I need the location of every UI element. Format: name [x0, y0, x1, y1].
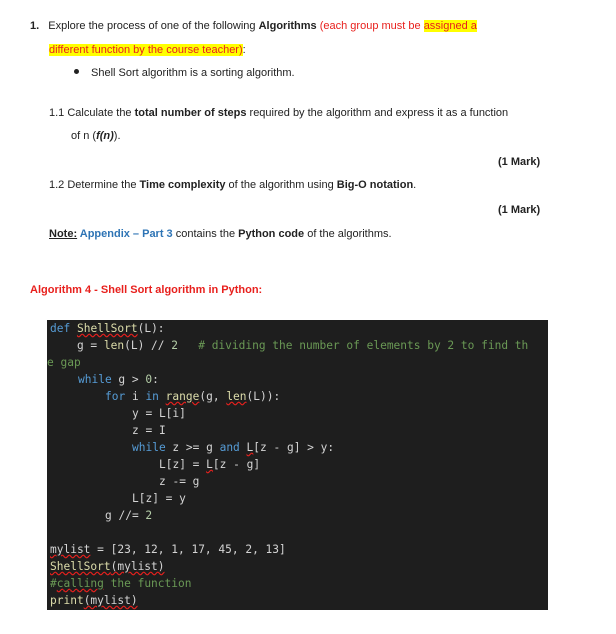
code-line-6: y = L[i]: [132, 407, 186, 420]
comment: #: [50, 577, 57, 590]
fn-len: len: [226, 390, 247, 403]
code-text: i: [125, 390, 146, 403]
question-line-1: [30, 20, 477, 32]
q12-c: of the algorithm using: [225, 179, 337, 191]
intro-red-text: (each group must be: [316, 20, 424, 32]
fn-len: len: [103, 339, 125, 352]
q11-d: of n (: [71, 130, 97, 142]
intro-text: Explore the process of one of the following: [48, 20, 259, 32]
bullet-icon: [74, 69, 79, 74]
intro-algorithms: Algorithms: [258, 20, 317, 32]
note-part: – Part 3: [129, 228, 173, 240]
note-python-code: Python code: [238, 228, 305, 240]
code-block: [47, 320, 548, 610]
q12-e: .: [413, 179, 417, 191]
code-text: (L):: [137, 322, 165, 335]
code-text: g =: [50, 339, 104, 352]
code-line-9: [159, 456, 260, 473]
algorithm-title: Algorithm 4 - Shell Sort algorithm in Python:: [30, 284, 263, 296]
code-text: z >= g: [165, 441, 220, 454]
code-line-1: [50, 320, 165, 337]
code-line-2: [50, 337, 528, 354]
fn-range: range: [165, 390, 200, 403]
code-text: (g,: [199, 390, 227, 403]
code-line-7: z = I: [132, 424, 166, 437]
code-line-4: [78, 371, 159, 388]
q11-f: ).: [113, 130, 121, 142]
q11-c: required by the algorithm and express it as a function: [246, 107, 509, 119]
comment: calling: [56, 577, 104, 590]
note-d: contains the: [172, 228, 239, 240]
fn-print: print: [50, 594, 84, 607]
code-text: L[z] =: [159, 458, 207, 471]
code-text: (mylist): [110, 560, 165, 573]
var-mylist: mylist: [50, 543, 91, 556]
code-text: (L) //: [124, 339, 172, 352]
kw-in: in: [145, 390, 159, 403]
q12-big-o: Big-O notation: [336, 179, 414, 191]
number: 0: [145, 373, 153, 386]
code-text: g //=: [105, 509, 146, 522]
code-text: L: [246, 441, 254, 454]
code-line-16: [50, 592, 138, 609]
intro-highlight: assigned a: [423, 20, 477, 32]
q12-time-complexity: Time complexity: [139, 179, 226, 191]
code-line-11: L[z] = y: [132, 492, 186, 505]
note-label: Note:: [49, 228, 78, 240]
question-line-2: [49, 44, 246, 56]
code-text: [z - g]: [212, 458, 261, 471]
code-text: [z - g] > y:: [253, 441, 335, 454]
teacher-text: different function by the course teacher): [49, 44, 243, 56]
note-line: [49, 228, 392, 240]
question-number: 1.: [30, 20, 40, 32]
note-appendix: Appendix: [77, 228, 130, 240]
q12-line: [49, 179, 416, 191]
code-text: = [23, 12, 1, 17, 45, 2, 13]: [90, 543, 286, 556]
bullet-text: Shell Sort algorithm is a sorting algorithm.: [91, 67, 295, 79]
code-line-5: [105, 388, 280, 405]
comment: # dividing the number of elements by 2 to find th: [178, 339, 529, 352]
kw-while: while: [78, 373, 112, 386]
code-line-10: z -= g: [159, 475, 200, 488]
code-text: (mylist): [83, 594, 138, 607]
code-line-13: [50, 541, 286, 558]
q11-a: 1.1 Calculate the: [49, 107, 135, 119]
q12-mark: (1 Mark): [498, 204, 541, 216]
note-f: of the algorithms.: [304, 228, 392, 240]
kw-while: while: [132, 441, 166, 454]
code-line-3: e gap: [47, 356, 81, 369]
q11-mark: (1 Mark): [498, 156, 541, 168]
code-line-15: [50, 575, 191, 592]
code-line-12: [105, 507, 152, 524]
code-text: g >: [111, 373, 146, 386]
kw-def: def: [50, 322, 71, 335]
code-line-14: [50, 558, 165, 575]
q12-a: 1.2 Determine the: [49, 179, 140, 191]
number: 2: [171, 339, 179, 352]
code-line-8: [132, 439, 334, 456]
q11-fn: f(n): [96, 130, 114, 142]
code-text: L: [206, 458, 213, 471]
fn-shellsort: ShellSort: [50, 560, 111, 573]
kw-for: for: [105, 390, 126, 403]
code-text: (L)):: [246, 390, 281, 403]
fn-shellsort: ShellSort: [76, 322, 138, 335]
kw-and: and: [219, 441, 240, 454]
number: 2: [145, 509, 153, 522]
q11-total-steps: total number of steps: [134, 107, 247, 119]
comment: the function: [103, 577, 192, 590]
q11-line-2: [71, 130, 121, 142]
q11-line-1: [49, 107, 508, 119]
colon: :: [242, 44, 246, 56]
code-text: :: [152, 373, 159, 386]
